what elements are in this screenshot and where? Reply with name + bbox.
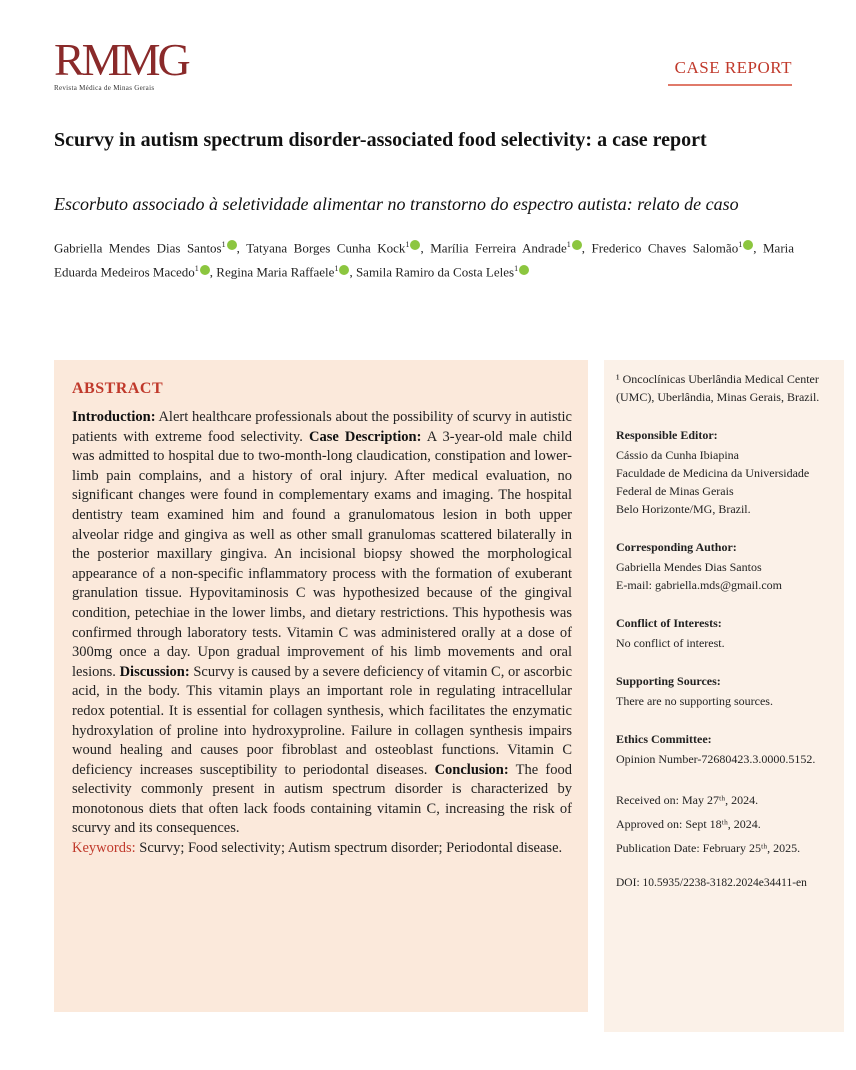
intro-label: Introduction: [72,409,156,425]
support-heading: Supporting Sources: [616,674,721,688]
keywords-label: Keywords: [72,840,136,857]
editor-institution: Faculdade de Medicina da Universidade Federal de Minas Gerais [616,466,810,498]
conflict-heading: Conflict of Interests: [616,616,722,630]
editor-city: Belo Horizonte/MG, Brazil. [616,502,751,516]
editor-heading: Responsible Editor: [616,428,718,442]
approved-date: Approved on: Sept 18ᵗʰ, 2024. [616,817,761,831]
affiliation-mark: 1 [221,240,226,249]
abstract-body [72,408,572,859]
article-subtitle: Escorbuto associado à seletividade alimentar no transtorno do espectro autista: relato de caso [54,194,739,214]
doi[interactable]: DOI: 10.5935/2238-3182.2024e34411-en [616,877,807,889]
conflict-block [616,614,838,652]
corresponding-name: Gabriella Mendes Dias Santos [616,560,762,574]
publication-date: Publication Date: February 25ᵗʰ, 2025. [616,841,801,855]
logo-mark: RMMG [54,34,188,85]
ethics-heading: Ethics Committee: [616,732,712,746]
article-info [616,370,838,892]
affiliation-mark: 1 [738,240,743,249]
received-date: Received on: May 27ᵗʰ, 2024. [616,793,759,807]
orcid-icon[interactable] [743,240,753,250]
corresponding-heading: Corresponding Author: [616,540,737,554]
author[interactable]: Regina Maria Raffaele [216,264,335,280]
affiliation-block [616,370,838,406]
conclusion-text: The food selectivity commonly present in autism spectrum disorder is characterized by monotonous diets that often lack foods containing vitamin C, increasing the risk of scurvy and its consequences. [72,761,572,837]
affiliation-mark: 1 [334,264,339,274]
abstract-heading: ABSTRACT [72,380,164,397]
support-block [616,672,838,710]
orcid-icon[interactable] [339,265,349,275]
author[interactable]: Tatyana Borges Cunha Kock [246,240,406,256]
discussion-text: Scurvy is caused by a severe deficiency of vitamin C, or ascorbic acid, in the body. This vitamin plays an important role in regulating intracellular redox potential. It is essential for collagen synthesis, which facilitates the enzymatic hydroxylation of proline into hydroxyproline. Failure in collagen synthesis impairs wound healing and causes poor fibroblast and osteoblast functions. Vitamin C deficiency increases susceptibility to periodontal diseases. [72,663,573,778]
author-list: Gabriella Mendes Dias Santos$^1$ , Tatyana Borges Cunha Kock$^1$ , Marília Ferreira Andrade$^1$ , Frederico Chaves Salomão$^1$ , Maria Eduarda Medeiros Macedo$^1$ , Regina Maria Raffaele$^1$ , Samila Ramiro da Costa Leles$^1$ [54,240,795,280]
author[interactable]: Maria Eduarda Medeiros Macedo [54,240,795,280]
conclusion-label: Conclusion: [434,761,509,778]
affiliation-text: ¹ Oncoclínicas Uberlândia Medical Center (UMC), Uberlândia, Minas Gerais, Brazil. [616,372,820,404]
orcid-icon[interactable] [519,265,529,275]
logo-subtitle: Revista Médica de Minas Gerais [54,84,155,92]
ethics-block [616,730,838,768]
affiliation-mark: 1 [194,264,199,274]
editor-name: Cássio da Cunha Ibiapina [616,448,739,462]
affiliation-mark: 1 [566,240,571,249]
case-text: A 3-year-old male child was admitted to hospital due to two-month-long claudication, constipation and lower-limb pain complains, and a history of oral injury. After medical evaluation, no significant changes were found in complementary exams and imaging. The hospital dentistry team examined him and found a granulomatous lesion in both upper alveolar ridge and gingiva as well as other small granulomas scattered bilaterally in the posterior maxillary gingiva. An incisional biopsy showed the morphological appearance of a non-specific inflammatory process with the formation of exuberant granulation tissue. Hypovitaminosis C was hypothesized because of the gingival condition, petechiae in the lower limbs, and dietary restrictions. This hypothesis was confirmed through laboratory tests. Vitamin C was administered orally at a dose of 300mg once a day. Upon gradual improvement of his limb movements and oral lesions. [72,428,572,680]
conflict-text: No conflict of interest. [616,636,725,650]
author[interactable]: Samila Ramiro da Costa Leles [355,264,515,280]
orcid-icon[interactable] [410,240,420,250]
affiliation-mark: 1 [514,264,519,274]
intro-text: Alert healthcare professionals about the possibility of scurvy in autistic patients with extreme food selectivity. [72,409,572,445]
discussion-label: Discussion: [119,663,190,680]
section-rule [668,84,792,86]
support-text: There are no supporting sources. [616,694,773,708]
author[interactable]: Marília Ferreira Andrade [430,240,567,256]
case-label: Case Description: [308,428,422,445]
corresponding-email[interactable]: E-mail: gabriella.mds@gmail.com [616,578,783,592]
orcid-icon[interactable] [227,240,237,250]
section-label: CASE REPORT [674,58,792,77]
editor-block [616,426,838,518]
keywords-text: Scurvy; Food selectivity; Autism spectrum disorder; Periodontal disease. [135,840,563,857]
corresponding-block [616,538,838,594]
orcid-icon[interactable] [572,240,582,250]
ethics-text: Opinion Number-72680423.3.0000.5152. [616,752,816,766]
dates-block [616,788,838,860]
orcid-icon[interactable] [200,265,210,275]
author[interactable]: Frederico Chaves Salomão [591,240,739,256]
article-title: Scurvy in autism spectrum disorder-associated food selectivity: a case report [54,129,707,151]
affiliation-mark: 1 [405,240,410,249]
author[interactable]: Gabriella Mendes Dias Santos [54,240,222,256]
journal-logo [54,34,194,92]
